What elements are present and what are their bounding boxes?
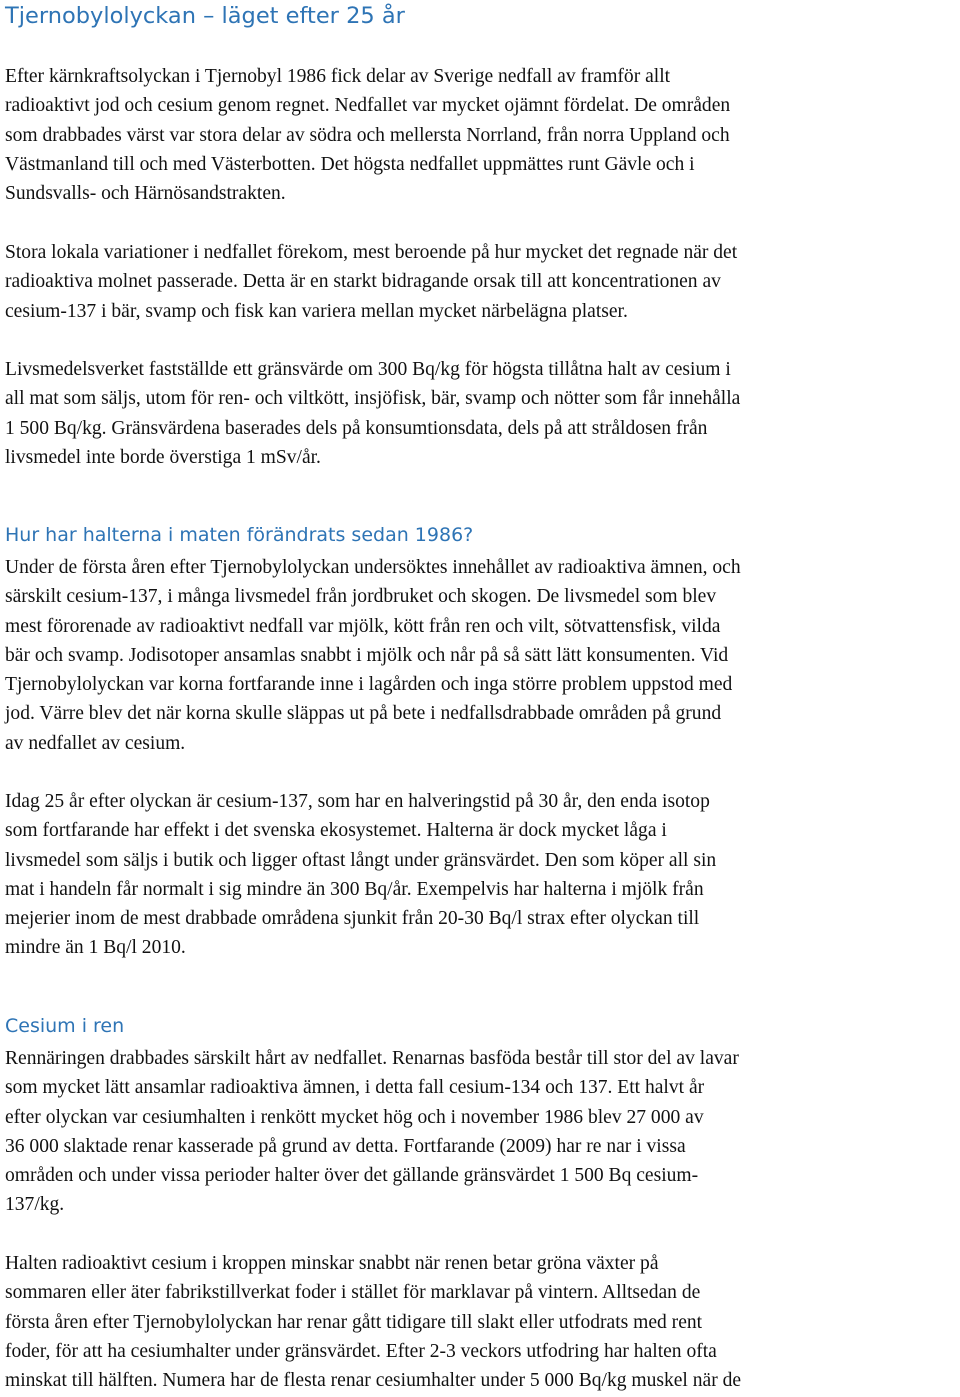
text-line: mest förorenade av radioaktivt nedfall var mjölk, kött från ren och vilt, sötvattensfisk, vilda [5, 615, 721, 637]
paragraph-cesium-decrease [5, 1249, 957, 1395]
text-line: Idag 25 år efter olyckan är cesium-137, som har en halveringstid på 30 år, den enda isotop [5, 791, 710, 812]
text-line: som drabbades värst var stora delar av södra och mellersta Norrland, från norra Uppland och [5, 124, 730, 146]
paragraph-today [5, 787, 957, 963]
paragraph-limit-values [5, 355, 957, 472]
text-line: all mat som säljs, utom för ren- och viltkött, insjöfisk, bär, svamp och nötter som får innehålla [5, 388, 741, 410]
text-line: jod. Värre blev det när korna skulle släppas ut på bete i nedfallsdrabbade områden på grund [5, 703, 722, 725]
text-line: Stora lokala variationer i nedfallet förekom, mest beroende på hur mycket det regnade när det [5, 242, 738, 263]
text-line: första åren efter Tjernobylolyckan har renar gått tidigare till slakt eller utfodrats med rent [5, 1311, 703, 1333]
text-line: särskilt cesium-137, i många livsmedel från jordbruket och skogen. De livsmedel som blev [5, 586, 717, 608]
text-line: foder, för att ha cesiumhalter under gränsvärdet. Efter 2-3 veckors utfodring har halten ofta [5, 1340, 717, 1362]
text-line: områden och under vissa perioder halter över det gällande gränsvärdet 1 500 Bq cesium- [5, 1165, 699, 1187]
text-line: minskat till hälften. Numera har de flesta renar cesiumhalter under 5 000 Bq/kg muskel när de [5, 1370, 742, 1392]
text-line: 1 500 Bq/kg. Gränsvärdena baserades dels på konsumtionsdata, dels på att stråldosen från [5, 417, 708, 439]
paragraph-first-years [5, 553, 957, 758]
paragraph-fallout [5, 62, 957, 208]
text-line: som mycket lätt ansamlar radioaktiva ämnen, i detta fall cesium-134 och 137. Ett halvt år [5, 1077, 705, 1099]
text-line: Halten radioaktivt cesium i kroppen minskar snabbt när renen betar gröna växter på [5, 1253, 659, 1274]
text-line: mat i handeln får normalt i sig mindre än 300 Bq/år. Exempelvis har halterna i mjölk från [5, 878, 704, 900]
text-line: radioaktivt jod och cesium genom regnet. Nedfallet var mycket ojämnt fördelat. De områden [5, 95, 731, 117]
text-line: 36 000 slaktade renar kasserade på grund av detta. Fortfarande (2009) har re nar i vissa [5, 1135, 686, 1157]
text-line: livsmedel inte borde överstiga 1 mSv/år. [5, 446, 321, 468]
text-line: bär och svamp. Jodisotoper ansamlas snabbt i mjölk och når på så sätt lätt konsumenten. Vid [5, 644, 729, 666]
text-line: som fortfarande har effekt i det svenska ekosystemet. Halterna är dock mycket låga i [5, 820, 667, 842]
text-line: Sundsvalls- och Härnösandstrakten. [5, 183, 286, 205]
text-line: mejerier inom de mest drabbade områdena sjunkit från 20-30 Bq/l strax efter olyckan till [5, 908, 700, 930]
text-line: efter olyckan var cesiumhalten i renkött mycket hög och i november 1986 blev 27 000 av [5, 1106, 704, 1128]
section-heading-levels: Hur har halterna i maten förändrats sedan 1986? [5, 524, 474, 546]
text-line: 137/kg. [5, 1194, 65, 1216]
text-line: livsmedel som säljs i butik och ligger oftast långt under gränsvärdet. Den som köper all sin [5, 849, 717, 871]
text-line: Efter kärnkraftsolyckan i Tjernobyl 1986 fick delar av Sverige nedfall av framför allt [5, 66, 671, 87]
text-line: radioaktiva molnet passerade. Detta är en starkt bidragande orsak till att koncentrationen av [5, 271, 721, 293]
text-line: Västmanland till och med Västerbotten. Det högsta nedfallet uppmättes runt Gävle och i [5, 153, 695, 175]
text-line: Livsmedelsverket fastställde ett gränsvärde om 300 Bq/kg för högsta tillåtna halt av cesium i [5, 359, 731, 380]
text-line: mindre än 1 Bq/l 2010. [5, 937, 186, 959]
section-heading-reindeer: Cesium i ren [5, 1015, 125, 1037]
text-line: sommaren eller äter fabrikstillverkat foder i stället för marklavar på vintern. Alltsedan de [5, 1282, 701, 1304]
text-line: cesium-137 i bär, svamp och fisk kan variera mellan mycket närbelägna platser. [5, 300, 628, 322]
paragraph-local-variation [5, 238, 957, 326]
text-line: Rennäringen drabbades särskilt hårt av nedfallet. Renarnas basföda består till stor del av lavar [5, 1048, 739, 1069]
text-line: av nedfallet av cesium. [5, 732, 186, 754]
paragraph-reindeer-herding [5, 1044, 957, 1220]
text-line: Under de första åren efter Tjernobylolyckan undersöktes innehållet av radioaktiva ämnen, och [5, 557, 741, 578]
text-line: Tjernobylolyckan var korna fortfarande inne i lagården och inga större problem uppstod med [5, 674, 733, 696]
document-title: Tjernobylolyckan – läget efter 25 år [5, 3, 405, 29]
